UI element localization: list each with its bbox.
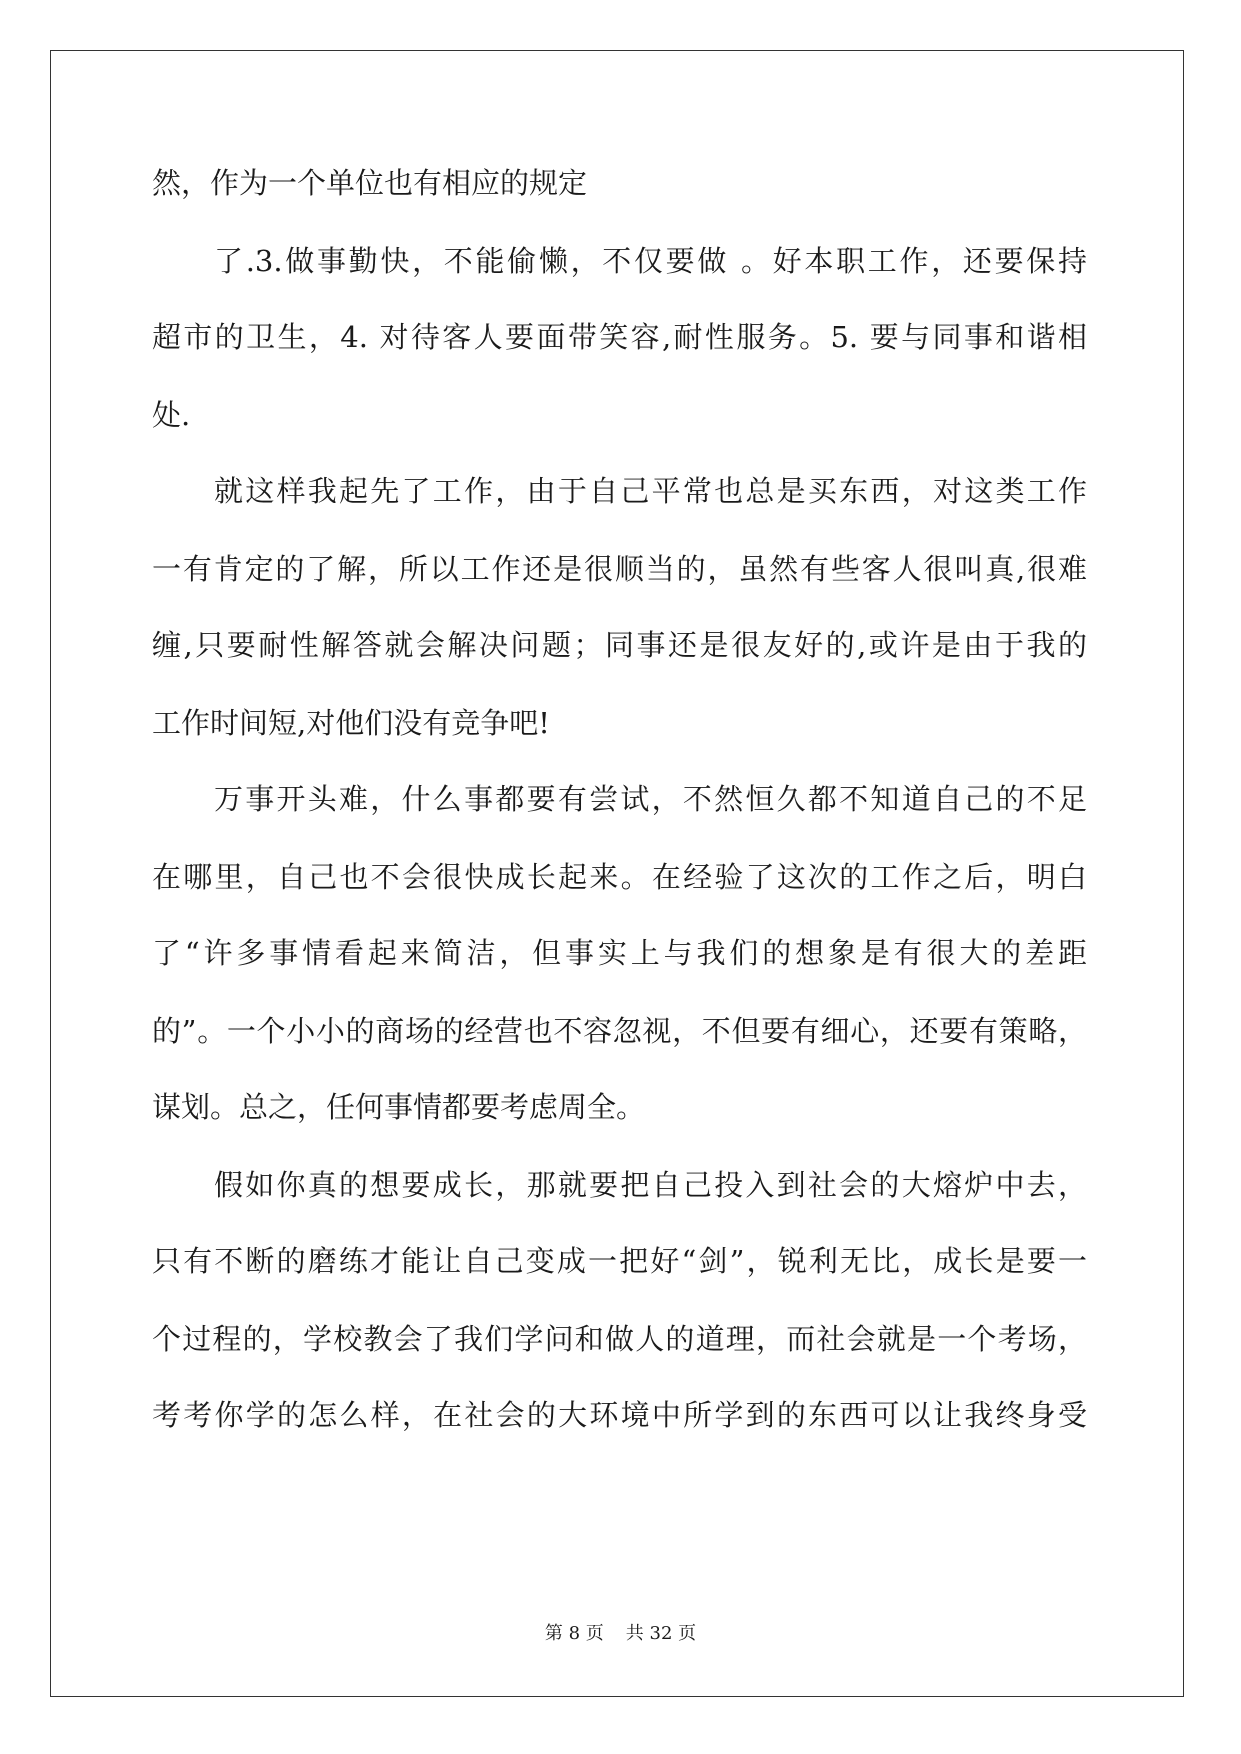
page-number: 第 8 页 — [544, 1623, 604, 1644]
text-line: 在哪里，自己也不会很快成长起来。在经验了这次的工作之后，明白 — [152, 860, 1087, 894]
page-footer — [0, 1622, 1241, 1646]
text-line: 个过程的，学校教会了我们学问和做人的道理，而社会就是一个考场， — [152, 1322, 1087, 1356]
text-line: 假如你真的想要成长，那就要把自己投入到社会的大熔炉中去， — [214, 1168, 1087, 1202]
text-line: 谋划。总之，任何事情都要考虑周全。 — [152, 1090, 646, 1124]
text-line: 的”。一个小小的商场的经营也不容忽视，不但要有细心，还要有策略， — [152, 1014, 1087, 1048]
text-line: 考考你学的怎么样，在社会的大环境中所学到的东西可以让我终身受 — [152, 1398, 1087, 1432]
text-line: 处. — [152, 398, 191, 432]
text-line: 万事开头难，什么事都要有尝试，不然恒久都不知道自己的不足 — [214, 782, 1087, 816]
text-line: 就这样我起先了工作，由于自己平常也总是买东西，对这类工作 — [214, 474, 1087, 508]
text-line: 了“许多事情看起来简洁，但事实上与我们的想象是有很大的差距 — [152, 936, 1087, 970]
text-line: 只有不断的磨练才能让自己变成一把好“剑”，锐利无比，成长是要一 — [152, 1244, 1087, 1278]
text-line: 工作时间短,对他们没有竞争吧! — [152, 706, 550, 740]
text-line: 一有肯定的了解，所以工作还是很顺当的，虽然有些客人很叫真,很难 — [152, 552, 1087, 586]
text-line: 了.3.做事勤快，不能偷懒，不仅要做 。好本职工作，还要保持 — [214, 244, 1087, 278]
page-total: 共 32 页 — [625, 1623, 697, 1644]
text-line: 缠,只要耐性解答就会解决问题；同事还是很友好的,或许是由于我的 — [152, 628, 1087, 662]
text-line: 超市的卫生，4. 对待客人要面带笑容,耐性服务。5. 要与同事和谐相 — [152, 320, 1087, 354]
text-line: 然，作为一个单位也有相应的规定 — [152, 166, 588, 200]
